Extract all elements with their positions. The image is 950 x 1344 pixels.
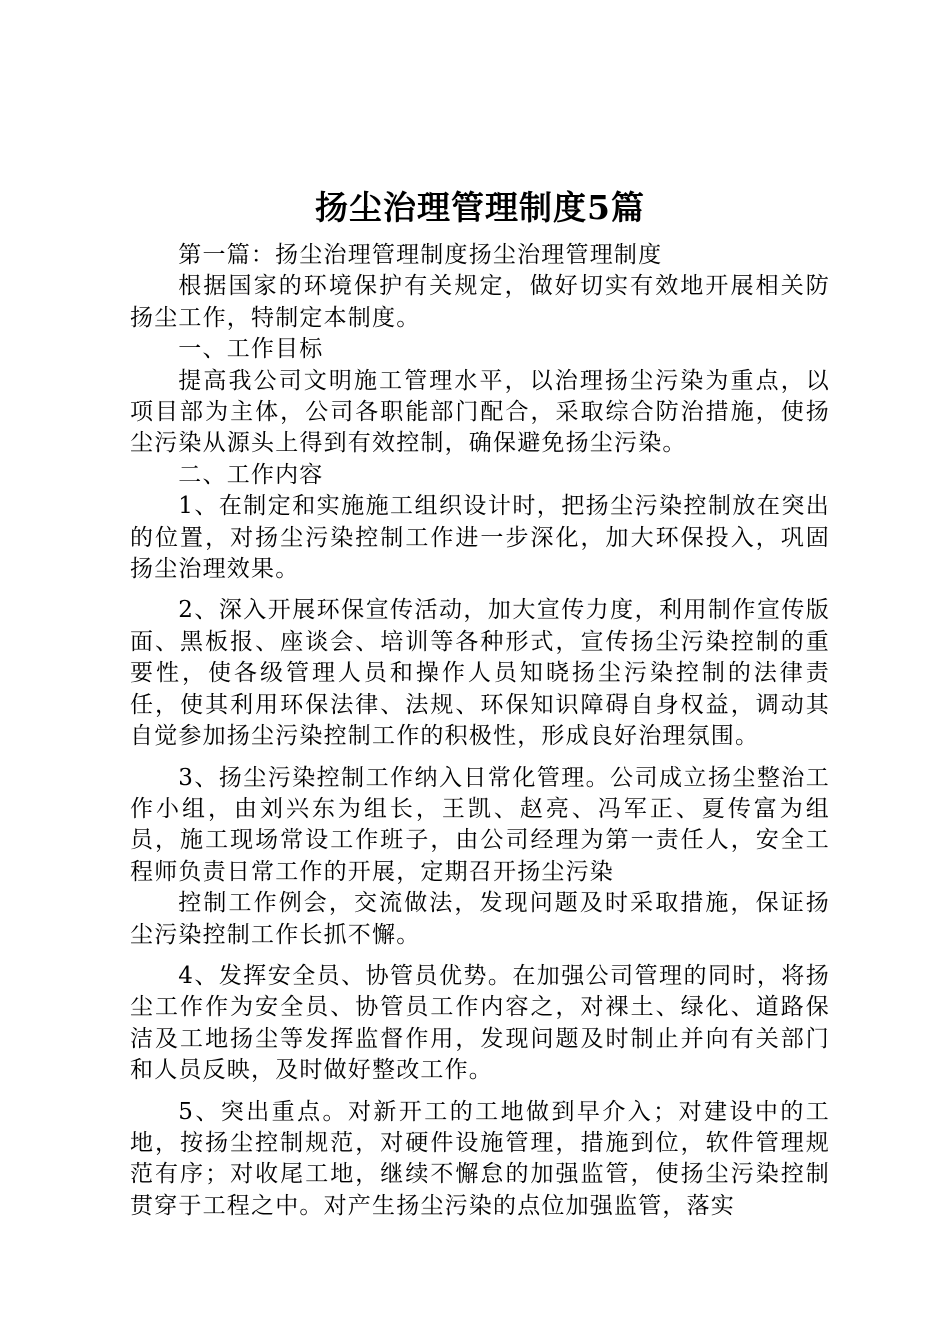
list-item-1: 1、在制定和实施施工组织设计时，把扬尘污染控制放在突出的位置，对扬尘污染控制工作进一步深化，加大环保投入，巩固扬尘治理效果。 xyxy=(130,493,830,583)
section-heading-content: 二、工作内容 xyxy=(178,461,324,488)
paragraph-chapter-heading: 第一篇：扬尘治理管理制度扬尘治理管理制度 xyxy=(178,242,663,268)
list-item-3-continued: 控制工作例会，交流做法，发现问题及时采取措施，保证扬尘污染控制工作长抓不懈。 xyxy=(130,890,830,948)
section-heading-goals: 一、工作目标 xyxy=(178,336,324,363)
list-item-5: 5、突出重点。对新开工的工地做到早介入；对建设中的工地，按扬尘控制规范，对硬件设施管理，措施到位，软件管理规范有序；对收尾工地，继续不懈怠的加强监管，使扬尘污染控制贯穿于工程之中。对产生扬尘污染的点位加强监管，落实 xyxy=(130,1098,830,1219)
list-item-2: 2、深入开展环保宣传活动，加大宣传力度，利用制作宣传版面、黑板报、座谈会、培训等各种形式，宣传扬尘污染控制的重要性，使各级管理人员和操作人员知晓扬尘污染控制的法律责任，使其利用环保法律、法规、环保知识障碍自身权益，调动其自觉参加扬尘污染控制工作的积极性，形成良好治理氛围。 xyxy=(130,597,830,750)
document-page xyxy=(130,186,830,1222)
document-title: 扬尘治理管理制度5篇 xyxy=(315,188,645,227)
list-item-4: 4、发挥安全员、协管员优势。在加强公司管理的同时，将扬尘工作作为安全员、协管员工作内容之，对裸土、绿化、道路保洁及工地扬尘等发挥监督作用，发现问题及时制止并向有关部门和人员反映，及时做好整改工作。 xyxy=(130,962,830,1084)
paragraph-goals: 提高我公司文明施工管理水平，以治理扬尘污染为重点，以项目部为主体，公司各职能部门配合，采取综合防治措施，使扬尘污染从源头上得到有效控制，确保避免扬尘污染。 xyxy=(130,367,830,457)
list-item-3: 3、扬尘污染控制工作纳入日常化管理。公司成立扬尘整治工作小组，由刘兴东为组长，王凯、赵亮、冯军正、夏传富为组员，施工现场常设工作班子，由公司经理为第一责任人，安全工程师负责日常工作的开展，定期召开扬尘污染 xyxy=(130,764,830,885)
paragraph-intro: 根据国家的环境保护有关规定，做好切实有效地开展相关防扬尘工作，特制定本制度。 xyxy=(130,273,830,331)
